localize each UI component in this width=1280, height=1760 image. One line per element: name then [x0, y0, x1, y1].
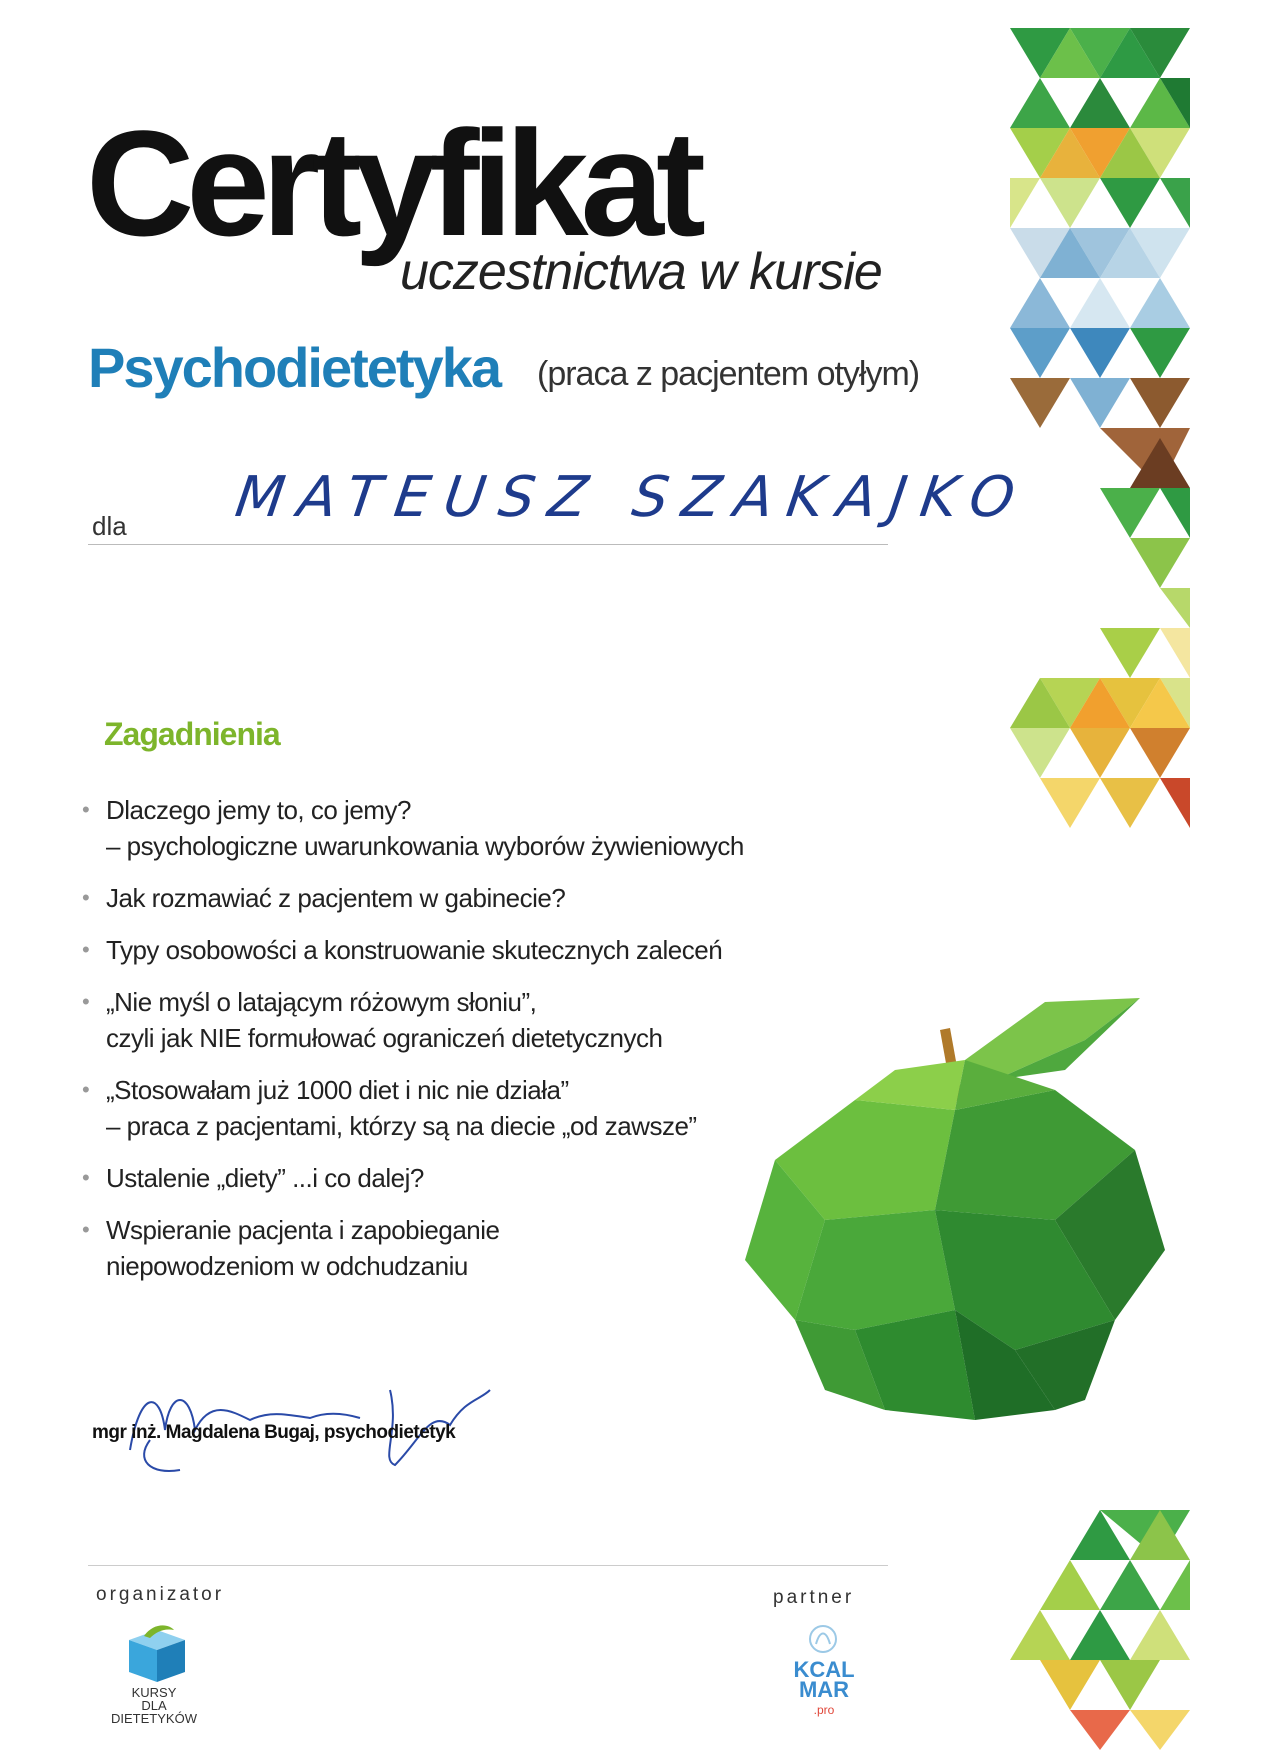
certificate-subtitle: uczestnictwa w kursie	[400, 243, 882, 301]
organizer-label: organizator	[96, 1584, 225, 1605]
topic-line: Wspieranie pacjenta i zapobieganie	[106, 1215, 500, 1245]
topic-line: Dlaczego jemy to, co jemy?	[106, 795, 411, 825]
mosaic-blue-block	[1010, 228, 1190, 428]
topic-line: „Stosowałam już 1000 diet i nic nie działa”	[106, 1075, 569, 1105]
organizer-logo-text	[104, 1686, 204, 1725]
logo-text-line: MAR	[798, 1677, 850, 1702]
recipient-name-handwritten: MATEUSZ SZAKAJKO	[231, 465, 1033, 530]
signer-name: mgr inż. Magdalena Bugaj, psychodietetyk	[92, 1422, 456, 1443]
topic-item	[78, 932, 778, 968]
name-underline	[88, 544, 888, 545]
decorative-triangle-mosaic	[1010, 28, 1216, 948]
topic-line: Jak rozmawiać z pacjentem w gabinecie?	[106, 883, 566, 913]
topic-item	[78, 1212, 778, 1284]
bullet-icon: •	[82, 797, 90, 822]
topic-line: – psychologiczne uwarunkowania wyborów żywieniowych	[106, 831, 744, 861]
course-name: Psychodietetyka	[88, 336, 500, 399]
topic-line: niepowodzeniom w odchudzaniu	[106, 1251, 468, 1281]
logo-text-line: DIETETYKÓW	[111, 1711, 197, 1726]
decorative-triangle-mosaic-bottom	[1010, 1510, 1216, 1750]
bullet-icon: •	[82, 1217, 90, 1242]
apple-body	[745, 1060, 1165, 1420]
partner-logo-icon	[806, 1622, 840, 1656]
logo-text-line: KCAL	[793, 1657, 855, 1682]
bullet-icon: •	[82, 885, 90, 910]
topic-line: Ustalenie „diety” ...i co dalej?	[106, 1163, 424, 1193]
topic-line: czyli jak NIE formułować ograniczeń dietetycznych	[106, 1023, 663, 1053]
logo-text-line: DLA	[141, 1698, 167, 1713]
topics-heading: Zagadnienia	[104, 716, 280, 752]
mosaic-yellow-block	[1010, 628, 1190, 828]
certificate-title: Certyfikat	[86, 99, 698, 267]
topic-item	[78, 792, 778, 864]
topic-item	[78, 880, 778, 916]
logo-text-line: .pro	[813, 1703, 835, 1717]
for-label: dla	[92, 511, 127, 541]
bullet-icon: •	[82, 1077, 90, 1102]
topic-item	[78, 1072, 778, 1144]
topic-item	[78, 984, 778, 1056]
bullet-icon: •	[82, 1165, 90, 1190]
topic-item	[78, 1160, 778, 1196]
topic-line: – praca z pacjentami, którzy są na diecie „od zawsze”	[106, 1111, 697, 1141]
topics-list	[78, 792, 778, 1300]
mosaic-green-block	[1010, 28, 1190, 228]
logo-text-line: KURSY	[131, 1685, 177, 1700]
topic-line: „Nie myśl o latającym różowym słoniu”,	[106, 987, 537, 1017]
bullet-icon: •	[82, 989, 90, 1014]
footer-divider	[88, 1565, 888, 1566]
organizer-logo-icon	[124, 1622, 190, 1688]
bullet-icon: •	[82, 937, 90, 962]
topic-line: Typy osobowości a konstruowanie skutecznych zaleceń	[106, 935, 723, 965]
course-detail: (praca z pacjentem otyłym)	[537, 355, 920, 393]
partner-logo-text	[784, 1657, 864, 1720]
partner-label: partner	[773, 1587, 855, 1608]
mosaic-brown-green-block	[1100, 428, 1190, 628]
green-apple-illustration	[735, 990, 1175, 1440]
